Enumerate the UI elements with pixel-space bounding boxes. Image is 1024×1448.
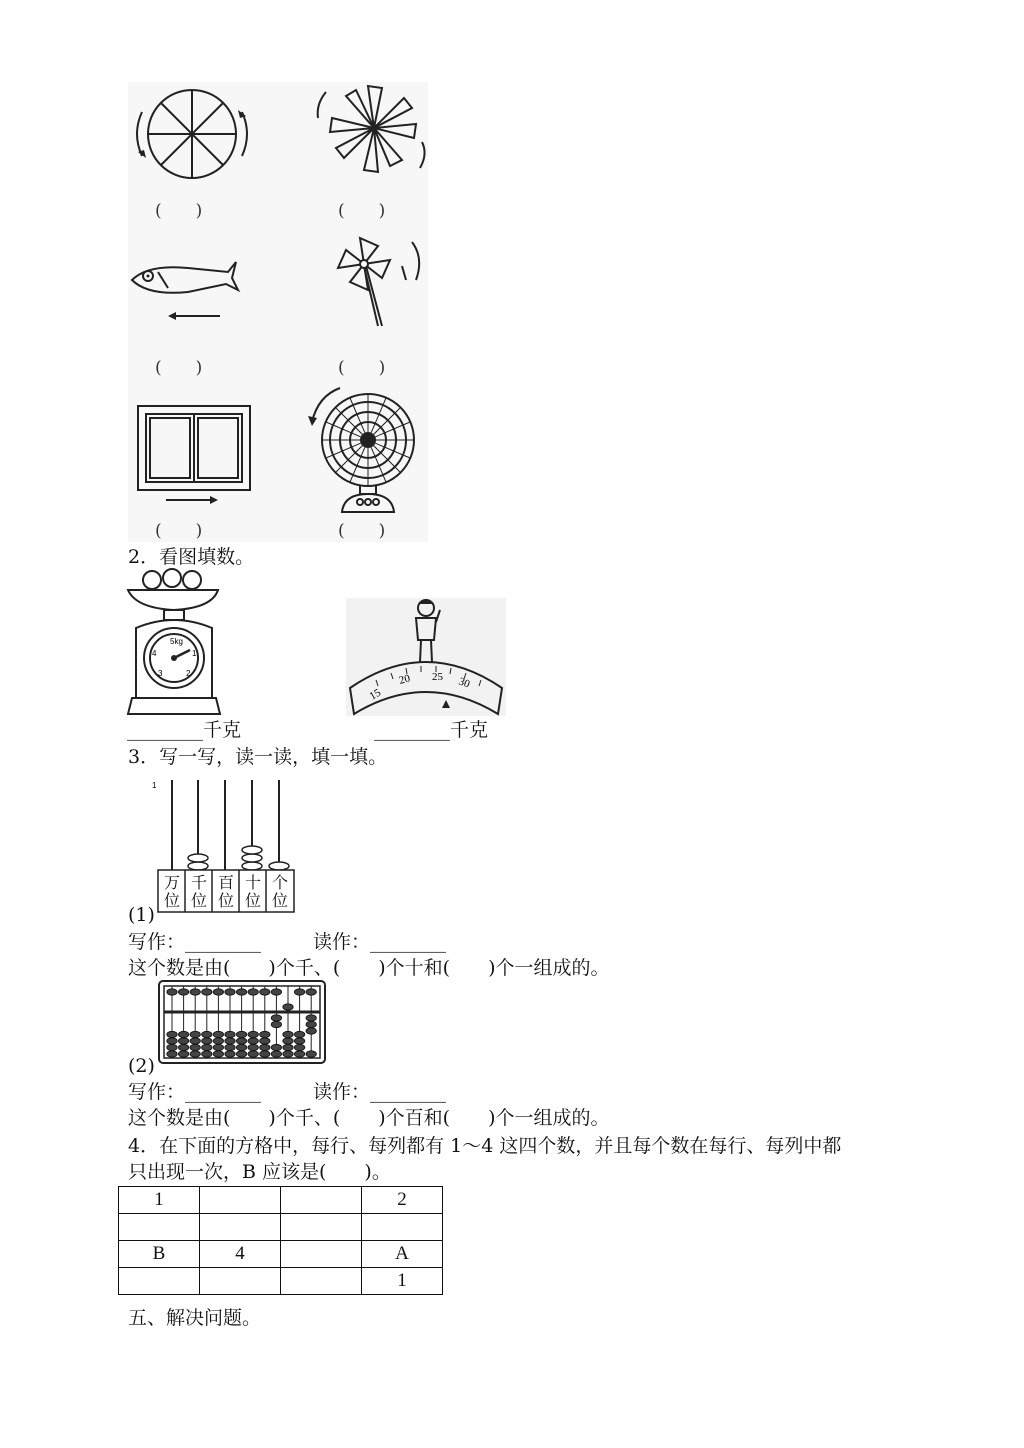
- abacus-bead: [178, 1038, 188, 1044]
- abacus-bead: [213, 1038, 223, 1044]
- q3-part2-sentence[interactable]: 这个数是由( )个千、( )个百和( )个一组成的。: [128, 1107, 610, 1129]
- q4-line-2[interactable]: 只出现一次，B 应该是( )。: [128, 1161, 391, 1183]
- dial-label-1: 1: [192, 649, 197, 658]
- scale-figure: [124, 568, 224, 716]
- grid-cell[interactable]: [362, 1214, 443, 1241]
- abacus-bead: [294, 989, 304, 995]
- paren-3: ( ): [155, 358, 203, 378]
- abacus-bead: [167, 1044, 177, 1050]
- fish-figure: [128, 250, 248, 330]
- grid-cell: 1: [119, 1187, 200, 1214]
- star-pinwheel-figure: [308, 82, 438, 192]
- ruler-label-15: 15: [367, 686, 384, 703]
- dial-label-4: 4: [152, 649, 157, 658]
- grid-cell[interactable]: [200, 1268, 281, 1295]
- place-label-hundreds: 百 位: [217, 873, 234, 910]
- q2-answer-1[interactable]: ________千克: [127, 719, 242, 741]
- dial-label-2: 2: [186, 669, 191, 678]
- paren-5: ( ): [155, 521, 203, 541]
- abacus-bead: [190, 989, 200, 995]
- abacus-bead: [167, 989, 177, 995]
- abacus-bead: [190, 1044, 200, 1050]
- abacus-bead: [202, 989, 212, 995]
- abacus-bead: [283, 1004, 293, 1010]
- abacus-bead: [306, 1051, 316, 1057]
- abacus-bead: [294, 1038, 304, 1044]
- abacus-bead: [178, 989, 188, 995]
- abacus-bead: [167, 1051, 177, 1057]
- q4-line-1: 4．在下面的方格中，每行、每列都有 1～4 这四个数，并且每个数在每行、每列中都: [128, 1135, 842, 1157]
- ruler-label-30: 30: [456, 675, 472, 691]
- grid-row: [119, 1214, 443, 1241]
- abacus-bead: [294, 1044, 304, 1050]
- abacus-bead: [213, 1051, 223, 1057]
- abacus-bead: [271, 1051, 281, 1057]
- abacus-bead: [271, 1015, 281, 1021]
- abacus-bead: [260, 1031, 270, 1037]
- ruler-label-20: 20: [397, 672, 412, 687]
- grid-cell[interactable]: [119, 1214, 200, 1241]
- abacus-bead: [248, 1038, 258, 1044]
- abacus-bead: [190, 1031, 200, 1037]
- abacus-bead: [294, 1051, 304, 1057]
- place-label-ones: 个 位: [271, 873, 288, 910]
- grid-cell[interactable]: [281, 1268, 362, 1295]
- grid-cell[interactable]: [281, 1214, 362, 1241]
- abacus-bead: [225, 1051, 235, 1057]
- abacus-bead: [236, 1031, 246, 1037]
- grid-cell: A: [362, 1241, 443, 1268]
- grid-cell: B: [119, 1241, 200, 1268]
- abacus-bead: [225, 989, 235, 995]
- counting-frame-mark: 1: [152, 781, 157, 790]
- abacus-bead: [202, 1038, 212, 1044]
- boy-scale-figure: [346, 596, 506, 718]
- q3-part1-sentence[interactable]: 这个数是由( )个千、( )个十和( )个一组成的。: [128, 957, 610, 979]
- abacus-bead: [178, 1051, 188, 1057]
- abacus-bead: [294, 1031, 304, 1037]
- grid-row: [119, 1241, 443, 1268]
- q3-part1-write[interactable]: 写作：________: [128, 931, 262, 953]
- abacus-bead: [248, 989, 258, 995]
- abacus-bead: [236, 1051, 246, 1057]
- grid-row: [119, 1268, 443, 1295]
- abacus-bead: [225, 1038, 235, 1044]
- abacus-bead: [202, 1031, 212, 1037]
- q3-part1-label: (1): [128, 904, 155, 926]
- grid-cell: 2: [362, 1187, 443, 1214]
- abacus-bead: [283, 1044, 293, 1050]
- q2-title: 2．看图填数。: [128, 546, 255, 568]
- dial-label-5kg: 5kg: [170, 637, 183, 646]
- q4-number-grid: [118, 1186, 443, 1295]
- abacus-bead: [167, 1038, 177, 1044]
- abacus-bead: [190, 1038, 200, 1044]
- paren-1: ( ): [155, 201, 203, 221]
- abacus-bead: [202, 1044, 212, 1050]
- abacus-bead: [271, 1044, 281, 1050]
- abacus-bead: [283, 1038, 293, 1044]
- pinwheel-toy-figure: [320, 236, 440, 336]
- paren-2: ( ): [338, 201, 386, 221]
- q3-part2-label: (2): [128, 1055, 155, 1077]
- place-label-thousands: 千 位: [190, 873, 207, 910]
- grid-row: [119, 1187, 443, 1214]
- grid-cell[interactable]: [200, 1214, 281, 1241]
- abacus-bead: [225, 1044, 235, 1050]
- ruler-label-25: 25: [432, 671, 443, 683]
- abacus-bead: [190, 1051, 200, 1057]
- abacus-bead: [260, 1044, 270, 1050]
- abacus-bead: [213, 1031, 223, 1037]
- abacus-bead: [248, 1044, 258, 1050]
- abacus-bead: [283, 1031, 293, 1037]
- window-figure: [136, 404, 256, 514]
- abacus-bead: [248, 1051, 258, 1057]
- abacus-figure: [158, 980, 328, 1066]
- wheel-figure: [128, 82, 258, 192]
- grid-cell[interactable]: [281, 1187, 362, 1214]
- q3-title: 3．写一写，读一读，填一填。: [128, 746, 388, 768]
- grid-cell[interactable]: [119, 1268, 200, 1295]
- abacus-bead: [248, 1031, 258, 1037]
- paren-4: ( ): [338, 358, 386, 378]
- abacus-bead: [236, 1044, 246, 1050]
- abacus-bead: [236, 1038, 246, 1044]
- grid-cell[interactable]: [200, 1187, 281, 1214]
- q3-part2-read[interactable]: 读作：________: [313, 1081, 447, 1103]
- paren-6: ( ): [338, 521, 386, 541]
- abacus-bead: [225, 1031, 235, 1037]
- abacus-bead: [178, 1031, 188, 1037]
- section-5-title: 五、解决问题。: [128, 1307, 262, 1329]
- grid-cell: 1: [362, 1268, 443, 1295]
- abacus-bead: [213, 1044, 223, 1050]
- abacus-bead: [283, 1051, 293, 1057]
- abacus-bead: [236, 989, 246, 995]
- q3-part1-read[interactable]: 读作：________: [313, 931, 447, 953]
- fan-figure: [308, 382, 438, 522]
- abacus-bead: [271, 989, 281, 995]
- abacus-bead: [306, 989, 316, 995]
- abacus-bead: [260, 989, 270, 995]
- grid-cell: 4: [200, 1241, 281, 1268]
- abacus-bead: [306, 1028, 316, 1034]
- grid-cell[interactable]: [281, 1241, 362, 1268]
- abacus-bead: [306, 1021, 316, 1027]
- abacus-bead: [202, 1051, 212, 1057]
- abacus-bead: [306, 1015, 316, 1021]
- abacus-bead: [213, 989, 223, 995]
- abacus-bead: [271, 1021, 281, 1027]
- place-label-tens: 十 位: [244, 873, 261, 910]
- place-label-ten-thousands: 万 位: [163, 873, 180, 910]
- abacus-bead: [178, 1044, 188, 1050]
- abacus-bead: [260, 1051, 270, 1057]
- q2-answer-2[interactable]: ________千克: [374, 719, 489, 741]
- abacus-bead: [260, 1038, 270, 1044]
- abacus-bead: [167, 1031, 177, 1037]
- dial-label-3: 3: [158, 669, 163, 678]
- q3-part2-write[interactable]: 写作：________: [128, 1081, 262, 1103]
